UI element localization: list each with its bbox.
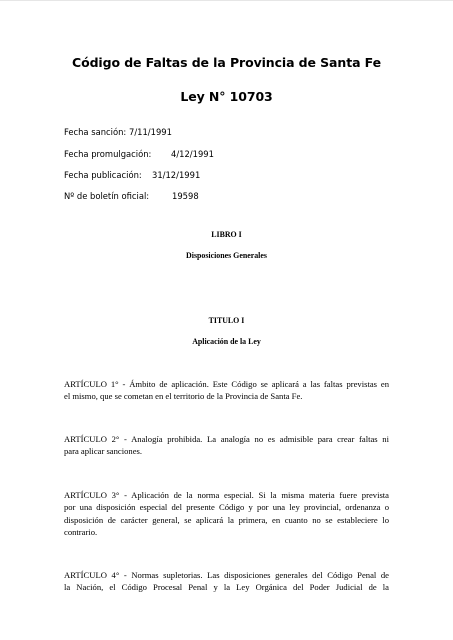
article-line: disposición de carácter general, se aplicará la primera, en cuanto no se estableciere lo (64, 514, 389, 525)
meta-label: Fecha promulgación: (64, 149, 152, 159)
article-line: ARTÍCULO 4° - Normas supletorias. Las disposiciones generales del Código Penal de (64, 570, 389, 580)
article-line: contrario. (64, 527, 98, 538)
libro-heading: LIBRO I (211, 230, 242, 239)
meta-label: Fecha sanción: (64, 127, 127, 137)
meta-row (64, 149, 214, 159)
article-line: la Nación, el Código Procesal Penal y la Ley Orgánica del Poder Judicial de la (64, 582, 389, 593)
meta-value: 31/12/1991 (152, 170, 201, 180)
law-number: Ley N° 10703 (180, 89, 273, 104)
article-2 (64, 433, 389, 458)
document-title: Código de Faltas de la Provincia de Santa Fe (72, 55, 381, 70)
meta-value: 7/11/1991 (129, 127, 172, 137)
article-line: ARTÍCULO 2° - Analogía prohibida. La analogía no es admisible para crear faltas ni (64, 434, 389, 444)
article-line: ARTÍCULO 3° - Aplicación de la norma especial. Si la misma materia fuere prevista (64, 490, 389, 500)
meta-row (64, 170, 201, 180)
meta-value: 19598 (172, 191, 199, 201)
article-4 (64, 569, 389, 594)
titulo-subtitle: Aplicación de la Ley (192, 337, 261, 346)
article-line: ARTÍCULO 1° - Ámbito de aplicación. Este Código se aplicará a las faltas previstas en (64, 379, 389, 389)
article-line: para aplicar sanciones. (64, 446, 143, 457)
article-line: por una disposición especial del presente Código y por una ley provincial, ordenanza o (64, 502, 389, 513)
titulo-heading: TITULO I (208, 316, 245, 325)
meta-label: Fecha publicación: (64, 170, 142, 180)
article-3 (64, 489, 389, 539)
article-line: el mismo, que se cometan en el territorio de la Provincia de Santa Fe. (64, 391, 303, 402)
article-1 (64, 378, 389, 403)
libro-subtitle: Disposiciones Generales (186, 251, 267, 260)
meta-value: 4/12/1991 (171, 149, 214, 159)
meta-row (64, 127, 172, 137)
meta-row (64, 191, 199, 201)
meta-label: Nº de boletín oficial: (64, 191, 150, 201)
